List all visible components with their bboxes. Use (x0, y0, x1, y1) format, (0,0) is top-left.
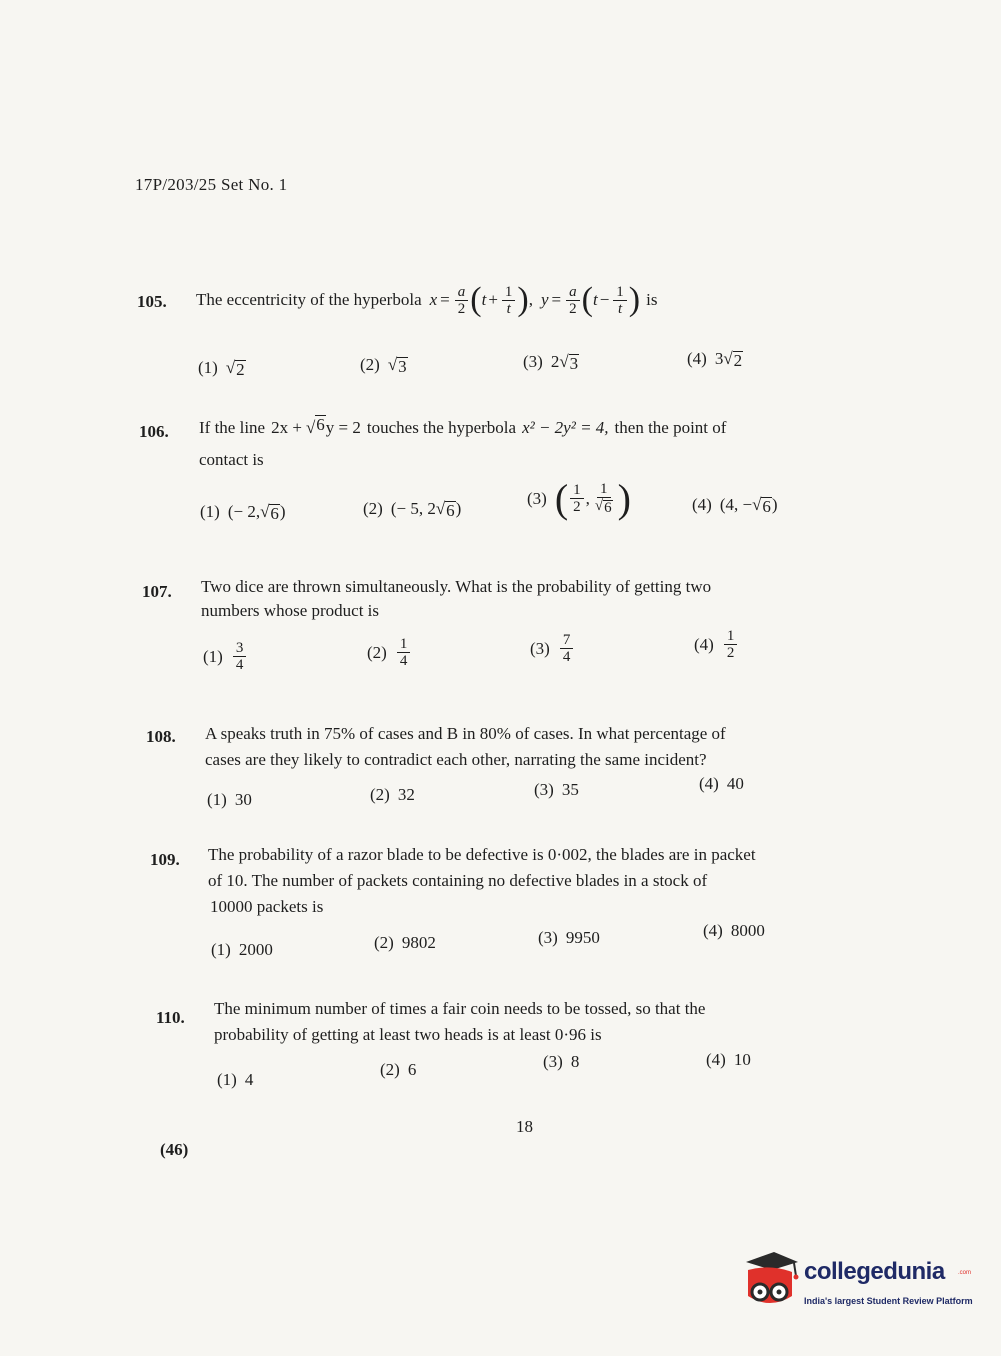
sqrt (436, 499, 456, 519)
question-text-a: The eccentricity of the hyperbola (196, 290, 422, 309)
radicand: 6 (446, 501, 455, 520)
line-eq-a: 2x + (271, 418, 302, 437)
option-value: 10 (733, 1050, 751, 1069)
frac-num: 1 (724, 628, 738, 645)
question-text-line2: numbers whose product is (201, 601, 380, 620)
option-3[interactable] (523, 352, 579, 372)
question-text-c: then the point of (614, 418, 727, 437)
option-label: (3) (527, 488, 547, 508)
sqrt (715, 349, 743, 369)
comma: , (585, 488, 590, 508)
fraction-1-sqrt6 (592, 481, 616, 516)
fraction-a-2 (566, 284, 580, 317)
radical-sign: √ (387, 355, 398, 374)
radicand: 6 (604, 500, 612, 516)
frac-den: 2 (726, 645, 735, 661)
paren-open: ( (554, 475, 569, 521)
minus-sign: − (599, 290, 610, 309)
option-pre: (4, − (719, 495, 753, 514)
option-value: 40 (726, 774, 744, 793)
radical-sign: √ (559, 352, 569, 371)
fraction-1-t (502, 284, 516, 317)
frac-den: 4 (235, 657, 244, 673)
radical-sign: √ (752, 495, 762, 514)
coef: 3 (714, 349, 724, 368)
option-2[interactable] (380, 1060, 416, 1080)
radicand: 2 (236, 360, 245, 379)
comma: , (528, 290, 533, 309)
option-1[interactable] (200, 502, 286, 522)
option-4[interactable] (694, 628, 739, 661)
option-value: 8 (570, 1052, 580, 1071)
plus-sign: + (488, 290, 498, 309)
equation-x (430, 283, 641, 317)
option-label: (4) (687, 349, 707, 368)
option-2[interactable] (363, 499, 461, 519)
fraction (560, 632, 574, 665)
frac-num: 1 (570, 482, 584, 499)
option-3[interactable] (530, 632, 575, 665)
brand-name: collegedunia (804, 1258, 945, 1285)
frac-num: 1 (597, 481, 611, 498)
radicand: 2 (733, 351, 743, 370)
mascot-logo-icon (740, 1248, 802, 1318)
question-text-b: touches the hyperbola (366, 418, 517, 437)
paren-close: ) (517, 281, 529, 318)
frac-den: 4 (399, 653, 408, 669)
question-number: 108. (146, 727, 176, 746)
frac-num: 1 (502, 284, 516, 301)
question-text (199, 413, 726, 443)
brand-dotcom: .com (958, 1270, 972, 1276)
option-1[interactable] (211, 940, 273, 960)
option-value: 4 (244, 1070, 254, 1089)
line-equation (271, 413, 361, 443)
option-label: (3) (530, 638, 550, 658)
option-label: (4) (694, 634, 714, 654)
radical-sign: √ (260, 502, 270, 521)
frac-num: 1 (397, 636, 411, 653)
frac-den: 4 (562, 649, 571, 665)
question-text-line1: Two dice are thrown simultaneously. What is the probability of getting two (201, 577, 712, 596)
option-label: (2) (370, 785, 390, 804)
option-label: (2) (374, 933, 394, 952)
paren-close: ) (617, 475, 631, 521)
radical-sign: √ (723, 349, 733, 368)
page-number: 18 (516, 1117, 533, 1136)
question-number: 107. (142, 582, 172, 601)
option-post: ) (279, 502, 286, 521)
option-1[interactable] (203, 640, 248, 673)
question-text-line1: A speaks truth in 75% of cases and B in 80% of cases. In what percentage of (205, 724, 726, 743)
radicand: 3 (398, 357, 407, 376)
question-number: 109. (150, 850, 180, 869)
option-pre: (− 2, (227, 502, 261, 521)
radical-sign: √ (225, 358, 236, 377)
option-value: 35 (561, 780, 579, 799)
fraction (724, 628, 738, 661)
radical-sign: √ (435, 499, 446, 518)
option-label: (2) (363, 499, 383, 518)
eq-sign: = (551, 290, 562, 309)
question-number: 106. (139, 422, 169, 441)
radicand: 6 (270, 504, 279, 523)
option-label: (1) (200, 502, 220, 521)
sqrt (260, 502, 280, 522)
option-1[interactable] (198, 358, 246, 378)
var-t: t (592, 290, 598, 309)
question-text-a: If the line (199, 418, 266, 437)
option-3[interactable] (538, 928, 600, 948)
option-label: (4) (703, 921, 723, 940)
option-2[interactable] (360, 355, 408, 375)
question-text-line1: The probability of a razor blade to be defective is 0·002, the blades are in packet (208, 845, 756, 864)
fraction-a-2 (455, 284, 469, 317)
option-label: (1) (217, 1070, 237, 1089)
frac-den: 2 (573, 499, 581, 515)
option-label: (1) (207, 790, 227, 809)
line-eq-b: y = 2 (325, 418, 361, 437)
option-label: (1) (203, 646, 223, 666)
brand-tagline: India's largest Student Review Platform (804, 1296, 973, 1306)
option-label: (3) (534, 780, 554, 799)
frac-num: 1 (613, 284, 627, 301)
question-text-line2: probability of getting at least two heads is at least 0·96 is (214, 1025, 602, 1044)
option-value: 9950 (565, 928, 600, 947)
radical-sign: √ (305, 418, 316, 437)
frac-num: 3 (233, 640, 247, 657)
coef: 2 (550, 352, 560, 371)
var-x: x (429, 290, 438, 309)
sqrt (226, 358, 246, 378)
option-label: (2) (380, 1060, 400, 1079)
frac-num: a (566, 284, 580, 301)
question-text-line2: contact is (199, 450, 264, 469)
option-2[interactable] (367, 636, 412, 669)
option-value: 2000 (238, 940, 273, 959)
option-2[interactable] (370, 785, 415, 805)
option-value: 8000 (730, 921, 765, 940)
var-t: t (481, 290, 487, 309)
var-y: y (541, 290, 549, 309)
option-label: (2) (367, 642, 387, 662)
option-label: (2) (360, 355, 380, 374)
option-4[interactable] (706, 1050, 751, 1070)
page-header: 17P/203/25 Set No. 1 (135, 175, 288, 194)
option-label: (1) (198, 358, 218, 377)
frac-den: 2 (457, 300, 466, 317)
frac-den: t (617, 300, 623, 317)
option-2[interactable] (374, 933, 436, 953)
eq-sign: = (440, 290, 450, 309)
option-value: 6 (407, 1060, 417, 1079)
option-4[interactable] (687, 349, 743, 369)
paren-close: ) (628, 281, 641, 318)
hyperbola-equation: x² − 2y² = 4, (522, 418, 609, 437)
option-label: (4) (692, 495, 712, 514)
sqrt (306, 413, 326, 443)
radicand: 6 (316, 415, 325, 434)
option-value: 9802 (401, 933, 436, 952)
question-text-line1: The minimum number of times a fair coin needs to be tossed, so that the (214, 999, 706, 1018)
frac-den: 2 (569, 300, 577, 317)
frac-num: a (455, 284, 469, 301)
option-label: (4) (699, 774, 719, 793)
collegedunia-watermark (740, 1248, 975, 1318)
sqrt (551, 352, 579, 372)
footer-code: (46) (160, 1140, 189, 1159)
fraction-1-t (613, 284, 627, 317)
paren-open: ( (581, 281, 593, 318)
option-label: (1) (211, 940, 231, 959)
option-3[interactable] (543, 1052, 579, 1072)
option-4[interactable] (699, 774, 744, 794)
option-1[interactable] (217, 1070, 253, 1090)
question-text (196, 283, 657, 317)
question-number: 110. (156, 1008, 185, 1027)
option-value: 32 (397, 785, 415, 804)
option-4[interactable] (703, 921, 765, 941)
option-1[interactable] (207, 790, 252, 810)
sqrt (752, 495, 772, 515)
option-post: ) (771, 495, 778, 514)
option-label: (3) (523, 352, 543, 371)
fraction (233, 640, 247, 673)
option-4[interactable] (692, 495, 778, 515)
fraction (397, 636, 411, 669)
frac-num: 7 (560, 632, 574, 649)
paren-open: ( (470, 281, 482, 318)
radicand: 6 (762, 497, 771, 516)
option-label: (4) (706, 1050, 726, 1069)
option-pre: (− 5, 2 (390, 499, 436, 518)
option-3[interactable] (534, 780, 579, 800)
question-text-line2: of 10. The number of packets containing no defective blades in a stock of (208, 871, 708, 890)
question-number: 105. (137, 292, 167, 311)
option-label: (3) (538, 928, 558, 947)
question-text-b: is (646, 290, 658, 309)
option-post: ) (455, 499, 462, 518)
fraction-1-2 (570, 482, 584, 515)
radical-sign: √ (594, 498, 604, 514)
radicand: 3 (569, 354, 579, 373)
sqrt (388, 355, 408, 375)
frac-den (592, 498, 616, 516)
question-text-line2: cases are they likely to contradict each other, narrating the same incident? (205, 750, 707, 769)
question-text-line3: 10000 packets is (210, 897, 324, 916)
option-3[interactable] (527, 475, 631, 521)
option-value: 30 (234, 790, 252, 809)
option-label: (3) (543, 1052, 563, 1071)
frac-den: t (506, 300, 511, 317)
